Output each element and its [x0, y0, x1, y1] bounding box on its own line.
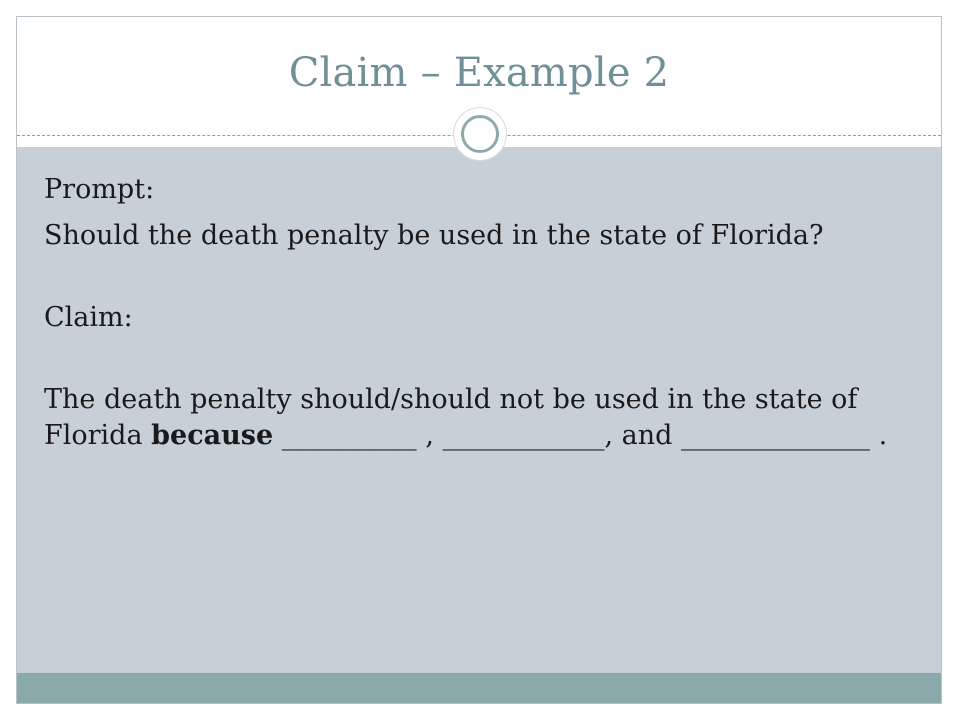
claim-label: Claim: [44, 302, 133, 333]
claim-text [44, 382, 904, 454]
slide-title: Claim – Example 2 [288, 50, 670, 96]
prompt-question: Should the death penalty be used in the state of Florida? [44, 220, 824, 251]
slide [16, 16, 942, 704]
footer-bar [17, 673, 941, 704]
slide-content [44, 172, 904, 454]
circle-ornament-icon [454, 108, 506, 160]
prompt-label: Prompt: [44, 174, 155, 205]
claim-bold-word: because [151, 420, 274, 451]
claim-text-part2: __________ , ____________, and ______________ . [273, 420, 888, 451]
claim-text-part1: The death penalty should/should not be used in the state of Florida [44, 384, 858, 451]
